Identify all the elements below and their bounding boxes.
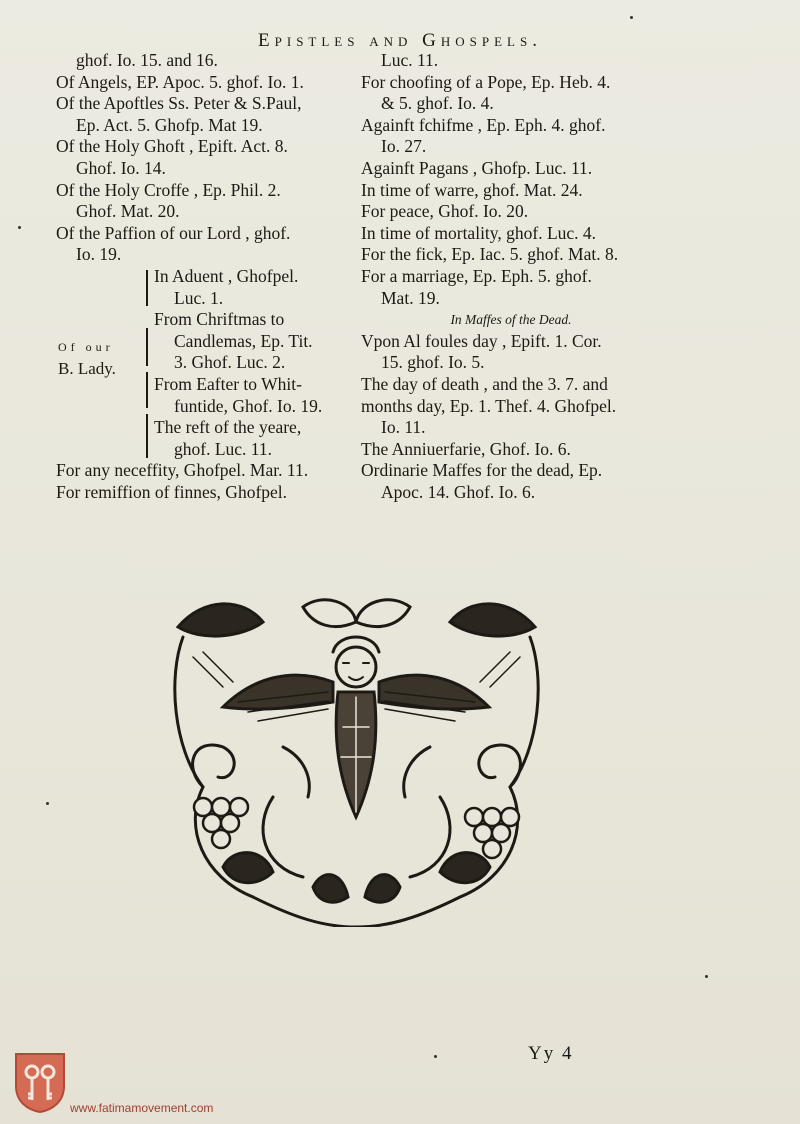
right-entries bbox=[361, 50, 661, 503]
brace-segment bbox=[146, 328, 148, 366]
index-entry-line: In time of warre, ghof. Mat. 24. bbox=[361, 179, 583, 200]
index-entry-line: Luc. 11. bbox=[381, 50, 439, 70]
speck bbox=[46, 802, 49, 805]
index-entry-line: For any neceffity, Ghofpel. Mar. 11. bbox=[56, 459, 309, 480]
index-entry-line: Apoc. 14. Ghof. Io. 6. bbox=[381, 481, 536, 502]
our-lady-entry-line: Candlemas, Ep. Tit. bbox=[174, 330, 313, 351]
footer-website: www.fatimamovement.com bbox=[70, 1101, 214, 1115]
index-entry-line: In time of mortality, ghof. Luc. 4. bbox=[361, 222, 597, 243]
index-entry-line: Io. 19. bbox=[76, 244, 122, 265]
our-lady-entry-line: The reft of the yeare, bbox=[154, 417, 302, 438]
index-entry-line: Ghof. Io. 14. bbox=[76, 157, 166, 178]
index-entry-line: months day, Ep. 1. Thef. 4. Ghofpel. bbox=[361, 395, 617, 416]
index-entry-line: For a marriage, Ep. Eph. 5. ghof. bbox=[361, 265, 592, 286]
index-entry-line: Of the Holy Croffe , Ep. Phil. 2. bbox=[56, 179, 281, 200]
our-lady-entry-line: From Eafter to Whit- bbox=[154, 373, 302, 394]
left-entries bbox=[56, 50, 356, 266]
our-lady-block bbox=[56, 266, 356, 460]
index-entry-line: & 5. ghof. Io. 4. bbox=[381, 93, 494, 114]
woodcut-ornament bbox=[163, 597, 550, 927]
brace-segment bbox=[146, 372, 148, 408]
brace-segment bbox=[146, 270, 148, 306]
index-entry-line: Of the Paffion of our Lord , ghof. bbox=[56, 222, 291, 243]
index-entry-line: For the fick, Ep. Iac. 5. ghof. Mat. 8. bbox=[361, 244, 619, 265]
index-entry-line: Of the Holy Ghoft , Epift. Act. 8. bbox=[56, 136, 288, 157]
our-lady-entry-line: funtide, Ghof. Io. 19. bbox=[174, 395, 323, 416]
index-entry-line: Of Angels, EP. Apoc. 5. ghof. Io. 1. bbox=[56, 71, 304, 92]
index-entry-line: Vpon Al foules day , Epift. 1. Cor. bbox=[361, 330, 602, 351]
brace-segment bbox=[146, 414, 148, 458]
index-entry-line: The Anniuerfarie, Ghof. Io. 6. bbox=[361, 438, 571, 459]
index-entry-line: For peace, Ghof. Io. 20. bbox=[361, 201, 529, 222]
keys-shield-emblem bbox=[12, 1050, 68, 1114]
speck bbox=[705, 975, 708, 978]
folio-signature: Yy 4 bbox=[528, 1043, 574, 1064]
section-heading: In Maffes of the Dead. bbox=[450, 312, 572, 328]
our-lady-entry-line: 3. Ghof. Luc. 2. bbox=[174, 352, 286, 373]
our-lady-entry-line: From Chriftmas to bbox=[154, 309, 285, 330]
index-entry-line: Againft Pagans , Ghofp. Luc. 11. bbox=[361, 157, 593, 178]
index-entry-line: Mat. 19. bbox=[381, 287, 440, 308]
index-entry-line: Ep. Act. 5. Ghofp. Mat 19. bbox=[76, 114, 263, 135]
index-entry-line: For choofing of a Pope, Ep. Heb. 4. bbox=[361, 71, 611, 92]
index-entry-line: Againft fchifme , Ep. Eph. 4. ghof. bbox=[361, 114, 606, 135]
our-lady-entry-line: Luc. 1. bbox=[174, 287, 224, 308]
right-column bbox=[361, 50, 661, 503]
index-entry-line: Io. 27. bbox=[381, 136, 427, 157]
left-tail-entries bbox=[56, 460, 356, 503]
our-lady-items bbox=[154, 266, 364, 460]
index-entry-line: ghof. Io. 15. and 16. bbox=[76, 50, 218, 70]
index-entry-line: Of the Apoftles Ss. Peter & S.Paul, bbox=[56, 93, 302, 114]
our-lady-entry-line: In Aduent , Ghofpel. bbox=[154, 265, 299, 286]
index-entry-line: Io. 11. bbox=[381, 417, 426, 438]
index-entry-line: 15. ghof. Io. 5. bbox=[381, 352, 485, 373]
index-entry-line: For remiffion of finnes, Ghofpel. bbox=[56, 481, 288, 502]
our-lady-entry-line: ghof. Luc. 11. bbox=[174, 438, 273, 459]
index-entry-line: Ordinarie Maffes for the dead, Ep. bbox=[361, 460, 603, 481]
speck bbox=[18, 226, 21, 229]
index-entry-line: Ghof. Mat. 20. bbox=[76, 201, 180, 222]
running-head: Epistles and Ghospels. bbox=[258, 30, 542, 51]
speck bbox=[434, 1055, 437, 1058]
index-entry-line: The day of death , and the 3. 7. and bbox=[361, 373, 608, 394]
left-column bbox=[56, 50, 356, 503]
speck bbox=[630, 16, 633, 19]
our-lady-label-line2: B. Lady. bbox=[58, 358, 116, 378]
our-lady-label bbox=[58, 336, 116, 380]
our-lady-label-line1: Of our bbox=[58, 339, 114, 354]
